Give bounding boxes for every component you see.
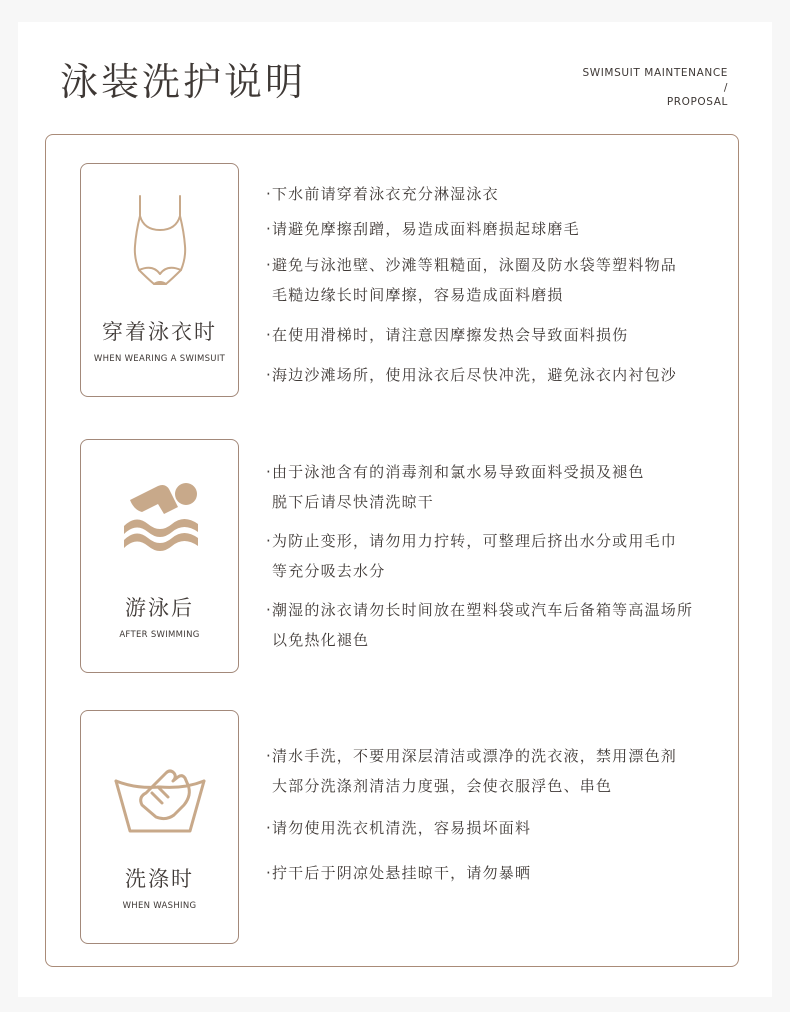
content-frame [45, 134, 739, 967]
list-item [266, 360, 677, 390]
subtitle-line: PROPOSAL [666, 96, 728, 108]
section-card-washing [80, 710, 239, 944]
item-text-continued: 脱下后请尽快清洗晾干 [272, 493, 435, 511]
list-item [266, 741, 677, 801]
page-title: 泳装洗护说明 [60, 60, 307, 104]
page [18, 22, 772, 997]
swimsuit-icon [81, 192, 238, 302]
section-subtitle: WHEN WEARING A SWIMSUIT [93, 354, 226, 364]
section-subtitle: WHEN WASHING [122, 901, 197, 911]
item-text: ·海边沙滩场所，使用泳衣后尽快冲洗，避免泳衣内衬包沙 [266, 366, 677, 384]
list-item [266, 595, 693, 655]
item-text-continued: 毛糙边缘长时间摩擦，容易造成面料磨损 [272, 286, 564, 304]
item-text: ·在使用滑梯时，请注意因摩擦发热会导致面料损伤 [266, 326, 629, 344]
item-text: ·清水手洗，不要用深层清洁或漂净的洗衣液，禁用漂色剂 [266, 747, 677, 765]
item-text: ·请避免摩擦刮蹭，易造成面料磨损起球磨毛 [266, 220, 580, 238]
section-card-wearing [80, 163, 239, 397]
item-text-continued: 以免热化褪色 [272, 631, 370, 649]
item-text: ·由于泳池含有的消毒剂和氯水易导致面料受损及褪色 [266, 463, 645, 481]
hand-wash-icon [81, 759, 238, 869]
list-item [266, 526, 677, 586]
section-title: 穿着泳衣时 [102, 320, 217, 344]
list-item [266, 813, 531, 843]
list-item [266, 179, 499, 209]
section-card-after-swimming [80, 439, 239, 673]
swimmer-icon [81, 480, 238, 590]
item-text: ·潮湿的泳衣请勿长时间放在塑料袋或汽车后备箱等高温场所 [266, 601, 694, 619]
section-title: 洗涤时 [125, 867, 194, 891]
section-subtitle: AFTER SWIMMING [119, 630, 200, 640]
subtitle-line: SWIMSUIT MAINTENANCE [582, 67, 728, 79]
section-title: 游泳后 [125, 596, 194, 620]
item-text: ·拧干后于阴凉处悬挂晾干，请勿暴晒 [266, 864, 532, 882]
item-text: ·请勿使用洗衣机清洗，容易损坏面料 [266, 819, 532, 837]
list-item [266, 250, 677, 310]
list-item [266, 320, 628, 350]
item-text: ·为防止变形，请勿用力拧转，可整理后挤出水分或用毛巾 [266, 532, 677, 550]
item-text: ·下水前请穿着泳衣充分淋湿泳衣 [266, 185, 499, 203]
list-item [266, 214, 580, 244]
item-text-continued: 等充分吸去水分 [272, 562, 386, 580]
list-item [266, 457, 645, 517]
subtitle-line: / [723, 81, 728, 94]
list-item [266, 858, 531, 888]
item-text-continued: 大部分洗涤剂清洁力度强，会使衣服浮色、串色 [272, 777, 613, 795]
item-text: ·避免与泳池壁、沙滩等粗糙面，泳圈及防水袋等塑料物品 [266, 256, 677, 274]
page-subtitle [582, 66, 728, 110]
